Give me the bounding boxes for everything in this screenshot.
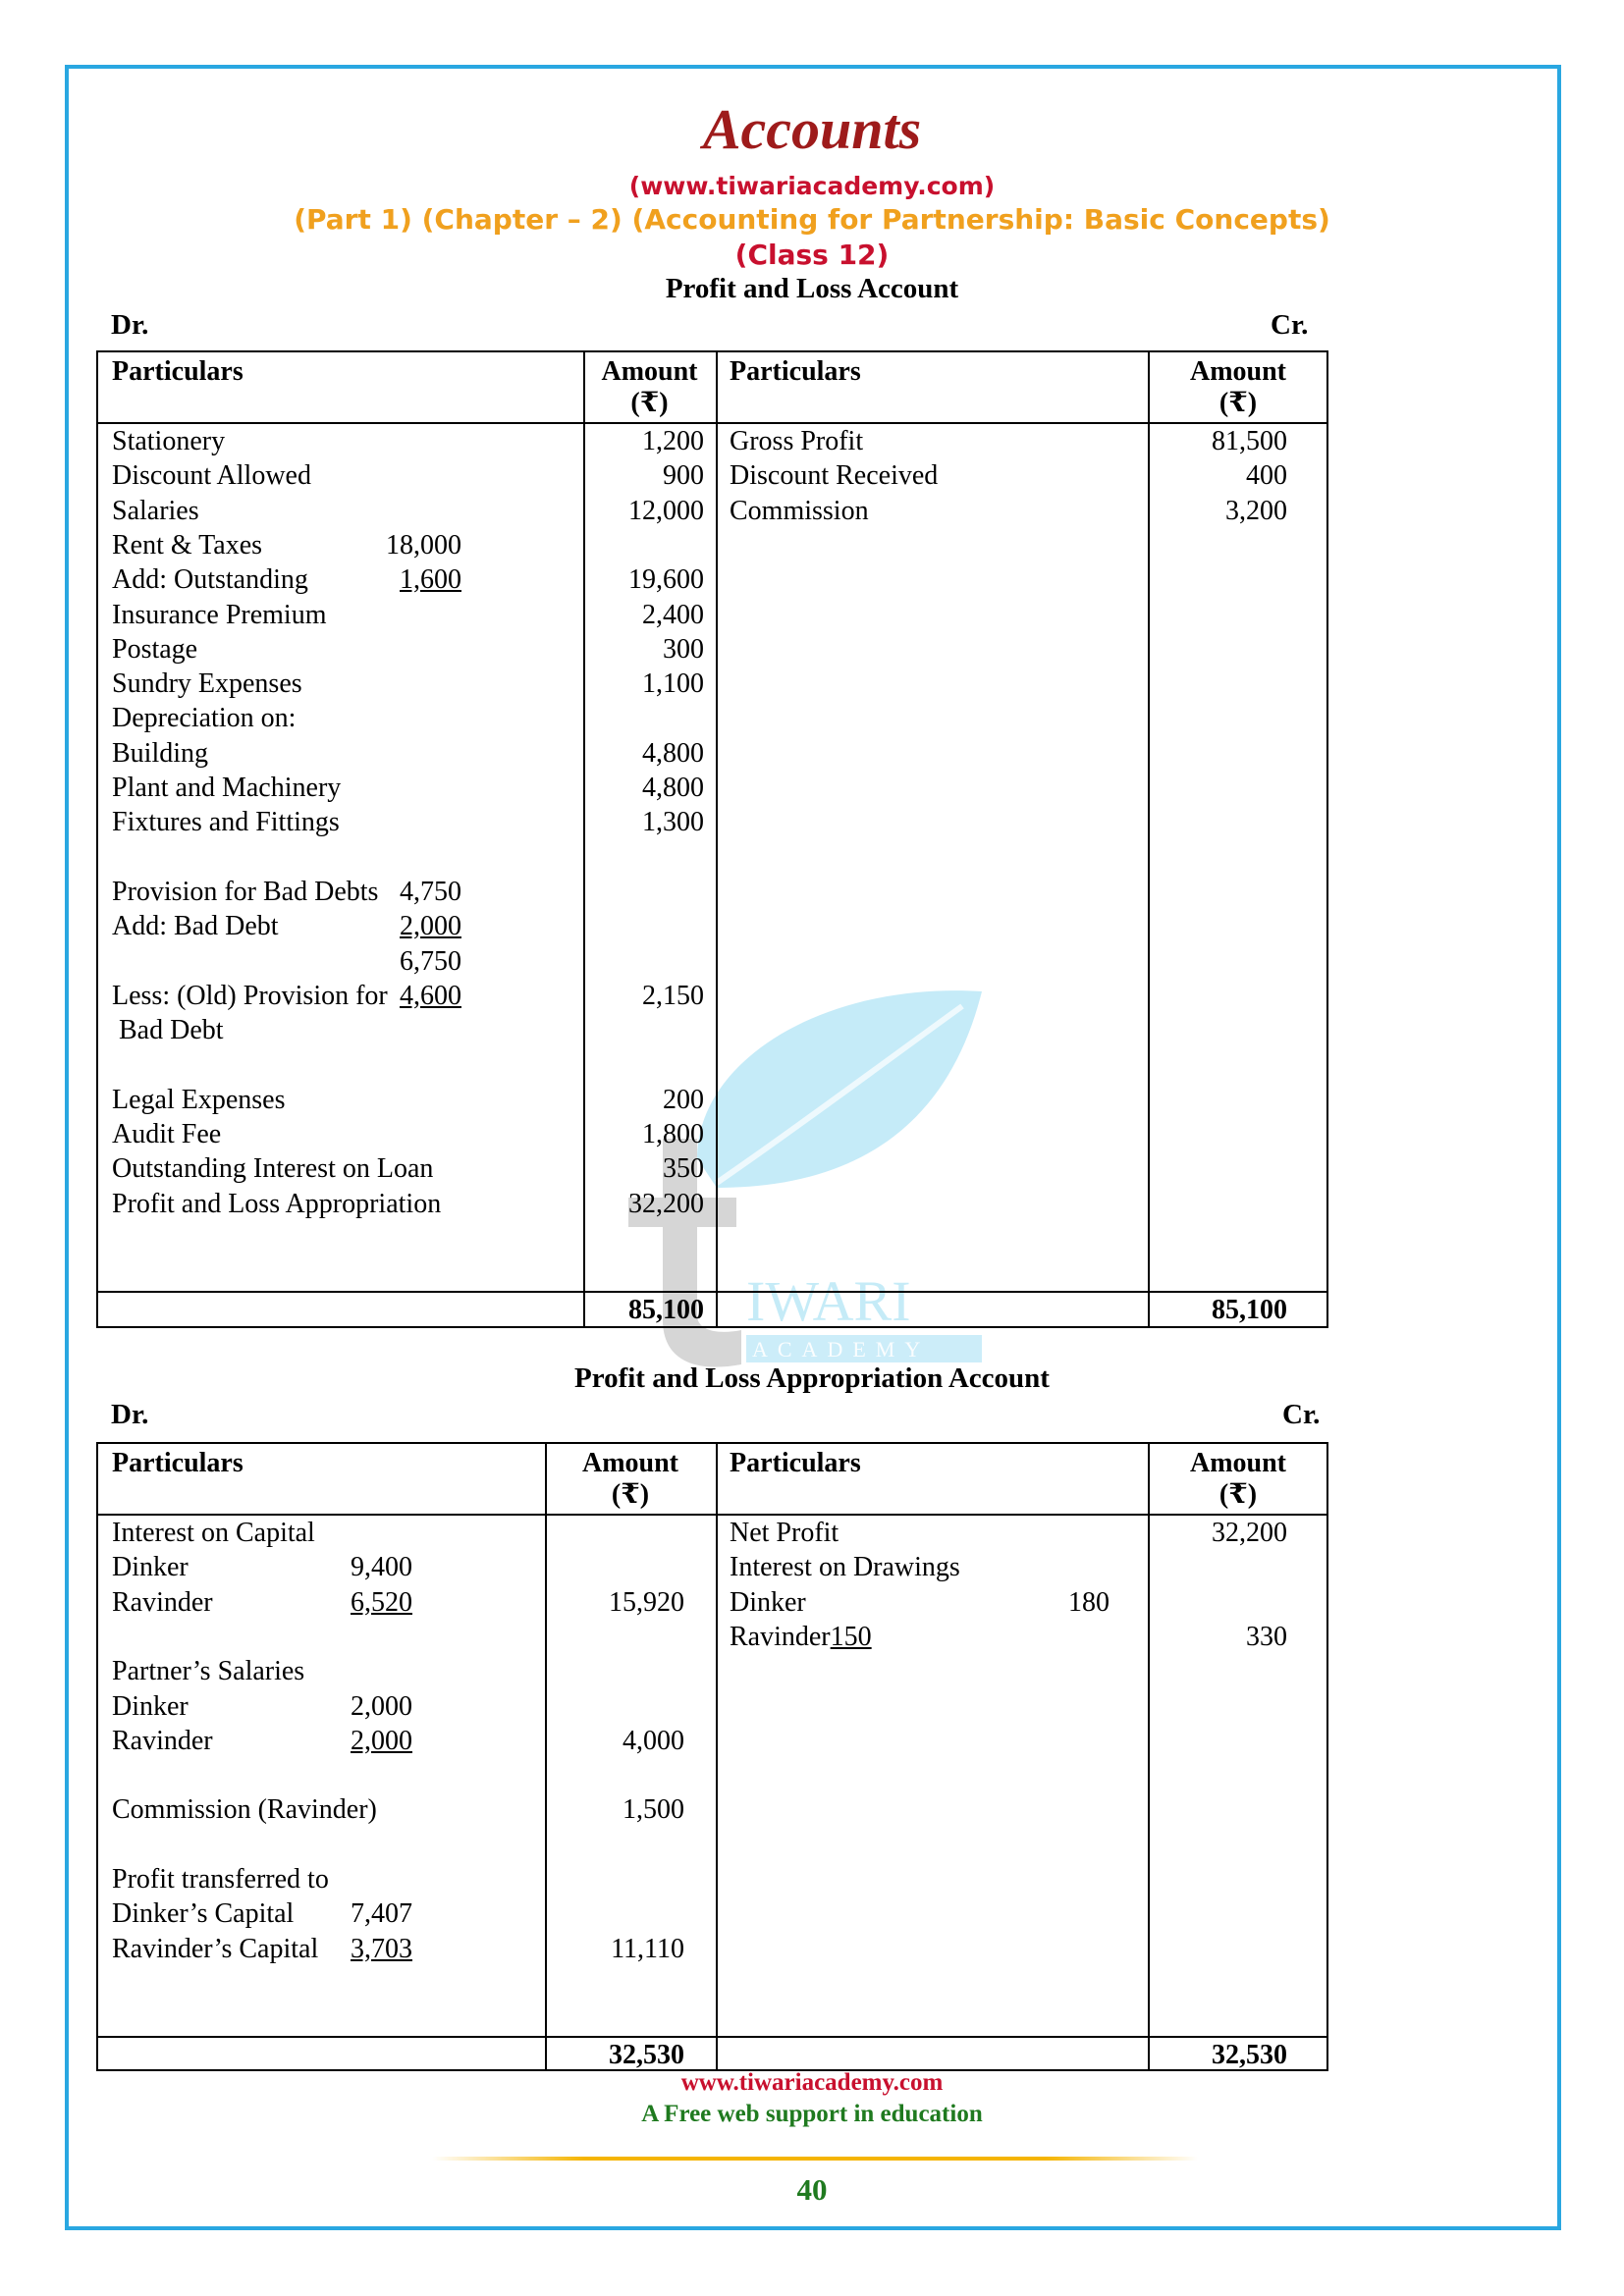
pl-account-title: Profit and Loss Account	[665, 273, 959, 304]
pl-header-amount-left: Amount	[601, 356, 698, 387]
appr-col-divider	[716, 1444, 718, 2069]
entry-amount: 11,110	[611, 1934, 684, 1964]
entry-particular: Outstanding Interest on Loan	[112, 1153, 434, 1184]
entry-sub-amount: 2,000	[400, 911, 461, 941]
entry-particular-text: Net Profit	[730, 1518, 839, 1548]
appr-account-title: Profit and Loss Appropriation Account	[574, 1362, 1050, 1394]
entry-particular: Salaries	[112, 496, 199, 526]
pl-header-amount-right: Amount	[1189, 356, 1286, 387]
entry-sub-amount: 180	[1068, 1587, 1110, 1618]
entry-amount: 4,800	[642, 738, 704, 769]
watermark-brand: IWARI	[746, 1269, 911, 1333]
entry-particular: Fixtures and Fittings	[112, 807, 340, 837]
entry-sub-amount: 6,750	[400, 946, 461, 977]
entry-amount: 19,600	[628, 564, 704, 595]
entry-particular	[730, 1550, 960, 1585]
entry-amount: 12,000	[628, 496, 704, 526]
appr-header-rupee-right: (₹)	[1218, 1479, 1258, 1510]
entry-particular-text: Interest on Drawings	[730, 1552, 960, 1582]
entry-particular: Partner’s Salaries	[112, 1656, 305, 1686]
entry-particular: Audit Fee	[112, 1119, 222, 1149]
pl-header-rupee-right: (₹)	[1218, 388, 1258, 418]
entry-amount: 1,100	[642, 668, 704, 699]
entry-particular	[730, 1620, 872, 1655]
entry-particular: Profit transferred to	[112, 1864, 329, 1895]
class-line: (Class 12)	[734, 239, 890, 271]
appr-header-amount-left: Amount	[581, 1448, 678, 1478]
pl-total-rule	[98, 1291, 1326, 1293]
page-number: 40	[796, 2172, 828, 2207]
entry-amount: 81,500	[1212, 426, 1287, 456]
page-title: Accounts	[702, 97, 922, 161]
appr-total-right: 32,530	[1212, 2040, 1287, 2070]
entry-amount: 300	[663, 634, 704, 665]
entry-particular: Depreciation on:	[112, 703, 297, 733]
pl-total-left: 85,100	[628, 1295, 704, 1325]
appr-header-particulars-left: Particulars	[112, 1448, 244, 1478]
entry-particular: Gross Profit	[730, 426, 864, 456]
pl-col-divider	[716, 352, 718, 1326]
chapter-line: (Part 1) (Chapter – 2) (Accounting for Partnership: Basic Concepts)	[294, 203, 1330, 236]
entry-amount: 2,150	[642, 981, 704, 1011]
entry-amount: 330	[1246, 1622, 1287, 1652]
entry-particular: Add: Bad Debt	[112, 911, 279, 941]
entry-amount: 3,200	[1225, 496, 1287, 526]
entry-particular: Provision for Bad Debts	[112, 877, 379, 907]
entry-particular: Less: (Old) Provision for	[112, 981, 388, 1011]
entry-particular: Postage	[112, 634, 198, 665]
entry-particular: Insurance Premium	[112, 600, 327, 630]
entry-amount: 1,300	[642, 807, 704, 837]
entry-amount: 900	[663, 460, 704, 491]
entry-sub-amount: 7,407	[351, 1898, 412, 1929]
appr-dr-label: Dr.	[111, 1399, 149, 1430]
entry-sub-amount: 2,000	[351, 1691, 412, 1722]
appr-account-table	[96, 1442, 1328, 2071]
entry-particular: Discount Allowed	[112, 460, 311, 491]
pl-total-right: 85,100	[1212, 1295, 1287, 1325]
entry-particular: Commission (Ravinder)	[112, 1794, 377, 1825]
pl-account-table	[96, 350, 1328, 1328]
entry-sub-amount: 18,000	[386, 530, 461, 561]
entry-particular: Profit and Loss Appropriation	[112, 1189, 442, 1219]
entry-particular: Commission	[730, 496, 869, 526]
entry-particular-text: Dinker	[730, 1587, 806, 1618]
entry-sub-amount: 3,703	[351, 1934, 412, 1964]
appr-total-rule	[98, 2036, 1326, 2038]
entry-particular: Ravinder	[112, 1726, 213, 1756]
entry-amount: 400	[1246, 460, 1287, 491]
entry-sub-amount: 9,400	[351, 1552, 412, 1582]
entry-particular	[730, 1516, 839, 1551]
pl-header-rupee-left: (₹)	[630, 388, 669, 418]
entry-particular: Dinker	[112, 1691, 189, 1722]
watermark-sub: ACADEMY	[752, 1337, 931, 1362]
header-url[interactable]: (www.tiwariacademy.com)	[628, 172, 996, 200]
entry-amount: 200	[663, 1085, 704, 1115]
entry-particular: Legal Expenses	[112, 1085, 286, 1115]
pl-cr-label: Cr.	[1271, 309, 1309, 341]
entry-sub-amount: 150	[830, 1622, 872, 1652]
appr-cr-label: Cr.	[1282, 1399, 1321, 1430]
entry-sub-amount: 1,600	[400, 564, 461, 595]
pl-dr-label: Dr.	[111, 309, 149, 341]
entry-particular: Dinker	[112, 1552, 189, 1582]
appr-header-amount-right: Amount	[1189, 1448, 1286, 1478]
pl-header-rule	[98, 422, 1326, 424]
footer-tagline: A Free web support in education	[641, 2101, 983, 2127]
entry-amount: 2,400	[642, 600, 704, 630]
entry-amount: 1,200	[642, 426, 704, 456]
entry-particular: Sundry Expenses	[112, 668, 302, 699]
appr-total-left: 32,530	[609, 2040, 684, 2070]
entry-sub-amount: 4,750	[400, 877, 461, 907]
entry-particular: Ravinder	[112, 1587, 213, 1618]
pl-header-particulars-right: Particulars	[730, 356, 861, 387]
entry-particular: Stationery	[112, 426, 226, 456]
entry-particular: Building	[112, 738, 209, 769]
appr-header-rupee-left: (₹)	[611, 1479, 650, 1510]
entry-amount: 4,000	[623, 1726, 684, 1756]
entry-particular	[730, 1585, 806, 1621]
entry-particular: Bad Debt	[112, 1015, 224, 1045]
entry-particular: Add: Outstanding	[112, 564, 308, 595]
entry-particular: Dinker’s Capital	[112, 1898, 295, 1929]
entry-amount: 350	[663, 1153, 704, 1184]
appr-header-particulars-right: Particulars	[730, 1448, 861, 1478]
entry-particular: Rent & Taxes	[112, 530, 263, 561]
entry-amount: 4,800	[642, 773, 704, 803]
entry-particular: Discount Received	[730, 460, 939, 491]
entry-sub-amount: 6,520	[351, 1587, 412, 1618]
entry-particular: Plant and Machinery	[112, 773, 342, 803]
entry-amount: 32,200	[1212, 1518, 1287, 1548]
entry-amount: 1,500	[623, 1794, 684, 1825]
entry-amount: 32,200	[628, 1189, 704, 1219]
entry-particular: Interest on Capital	[112, 1518, 315, 1548]
footer-url[interactable]: www.tiwariacademy.com	[680, 2069, 944, 2096]
footer-divider	[432, 2157, 1198, 2161]
entry-amount: 1,800	[642, 1119, 704, 1149]
pl-header-particulars-left: Particulars	[112, 356, 244, 387]
entry-amount: 15,920	[609, 1587, 684, 1618]
entry-particular-text: Ravinder	[730, 1622, 831, 1652]
entry-particular: Ravinder’s Capital	[112, 1934, 319, 1964]
entry-sub-amount: 4,600	[400, 981, 461, 1011]
entry-sub-amount: 2,000	[351, 1726, 412, 1756]
